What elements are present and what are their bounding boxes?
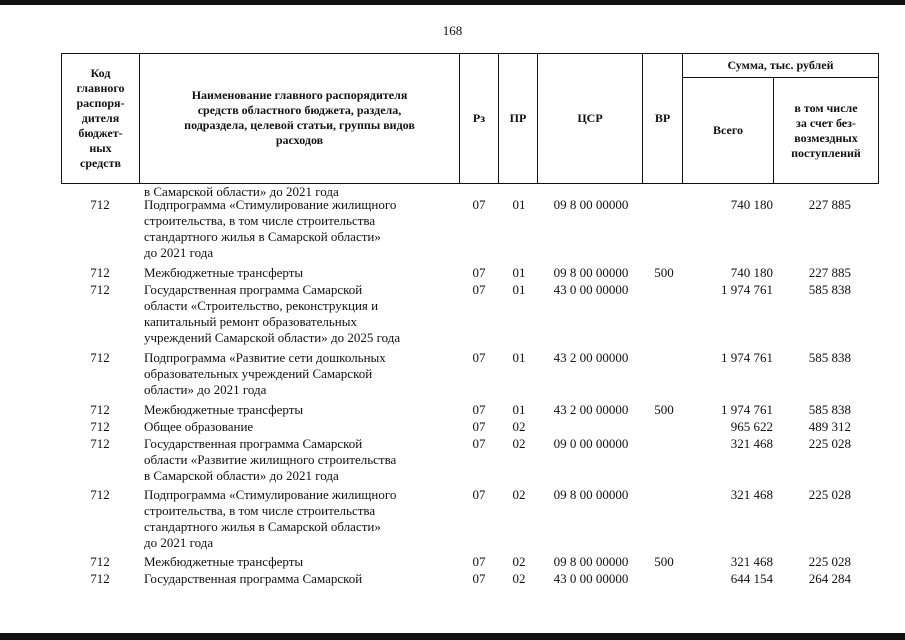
row-name-line: области» до 2021 года [144,382,267,397]
header-rz: Рз [472,110,486,125]
bottom-border [0,633,905,640]
row-name [144,350,444,398]
row-rz: 07 [472,402,486,417]
row-csr: 09 8 00 00000 [553,197,629,212]
row-pr: 02 [512,487,526,502]
row-free: 585 838 [808,350,851,365]
row-rz: 07 [472,419,486,434]
col-line-8 [878,53,879,184]
row-total: 1 974 761 [721,282,773,297]
row-name-line: Межбюджетные трансферты [144,402,304,417]
row-csr: 09 8 00 00000 [553,554,629,569]
row-free: 264 284 [808,571,851,586]
row-code: 712 [90,282,110,297]
row-free: 227 885 [808,197,851,212]
header-name: Наименование главного распорядителя средств областного бюджета, раздела, подраздела, целевой статьи, группы видов расходов [184,88,415,147]
row-rz: 07 [472,571,486,586]
row-vr: 500 [654,554,674,569]
row-code: 712 [90,487,110,502]
row-rz: 07 [472,436,486,451]
top-border [0,0,905,5]
row-free: 489 312 [808,419,851,434]
row-name-line: Государственная программа Самарской [144,436,363,451]
row-name [144,419,444,435]
header-csr: ЦСР [577,110,603,125]
row-code: 712 [90,402,110,417]
row-name-line: в Самарской области» до 2021 года [144,184,339,199]
row-csr: 09 8 00 00000 [553,487,629,502]
row-name [144,571,444,587]
row-name-line: образовательных учреждений Самарской [144,366,373,381]
header-total: Всего [713,123,743,137]
row-rz: 07 [472,197,486,212]
row-free: 585 838 [808,282,851,297]
row-code: 712 [90,571,110,586]
row-csr: 43 2 00 00000 [553,350,629,365]
row-name-line: Подпрограмма «Стимулирование жилищного [144,197,397,212]
header-sum: Сумма, тыс. рублей [727,57,834,72]
row-name [144,197,444,261]
row-pr: 01 [512,402,526,417]
row-code: 712 [90,554,110,569]
row-free: 225 028 [808,487,851,502]
row-pr: 02 [512,554,526,569]
row-name-line: стандартного жилья в Самарской области» [144,519,381,534]
row-name [144,282,444,346]
row-pr: 02 [512,571,526,586]
row-code: 712 [90,350,110,365]
row-name-line: до 2021 года [144,535,214,550]
row-name-line: Государственная программа Самарской [144,282,363,297]
row-rz: 07 [472,350,486,365]
row-total: 740 180 [730,197,773,212]
row-rz: 07 [472,554,486,569]
row-code: 712 [90,197,110,212]
row-csr: 43 2 00 00000 [553,402,629,417]
row-rz: 07 [472,282,486,297]
row-code: 712 [90,265,110,280]
row-free: 225 028 [808,436,851,451]
row-csr: 09 8 00 00000 [553,265,629,280]
row-pr: 01 [512,265,526,280]
row-total: 321 468 [730,554,773,569]
row-code: 712 [90,436,110,451]
row-name-line: Подпрограмма «Стимулирование жилищного [144,487,397,502]
row-total: 321 468 [730,487,773,502]
row-name-line: строительства, в том числе строительства [144,503,376,518]
row-vr: 500 [654,265,674,280]
header-free: в том числе за счет без- возмездных поступлений [791,100,861,160]
row-free: 585 838 [808,402,851,417]
row-rz: 07 [472,265,486,280]
header-vr: ВР [654,110,671,125]
row-total: 740 180 [730,265,773,280]
row-pr: 02 [512,436,526,451]
row-csr: 43 0 00 00000 [553,571,629,586]
row-name [144,436,444,484]
row-total: 1 974 761 [721,350,773,365]
row-name-line: области «Строительство, реконструкция и [144,298,379,313]
row-pr: 01 [512,282,526,297]
row-rz: 07 [472,487,486,502]
row-name-line: области «Развитие жилищного строительства [144,452,397,467]
row-vr: 500 [654,402,674,417]
row-total: 321 468 [730,436,773,451]
row-name [144,487,444,551]
row-name-line: стандартного жилья в Самарской области» [144,229,381,244]
row-free: 225 028 [808,554,851,569]
row-name-line: до 2021 года [144,245,214,260]
row-total: 965 622 [730,419,773,434]
row-name-line: в Самарской области» до 2021 года [144,468,339,483]
row-csr: 09 0 00 00000 [553,436,629,451]
row-name-line: строительства, в том числе строительства [144,213,376,228]
row-name-line: учреждений Самарской области» до 2025 года [144,330,401,345]
header-pr: ПР [509,110,527,125]
row-name-line: Подпрограмма «Развитие сети дошкольных [144,350,386,365]
row-name-line: капитальный ремонт образовательных [144,314,357,329]
row-name [144,554,444,570]
row-pr: 01 [512,350,526,365]
table-header [61,53,879,184]
row-name [144,265,444,281]
row-pr: 01 [512,197,526,212]
row-total: 644 154 [730,571,773,586]
row-name-line: Межбюджетные трансферты [144,554,304,569]
header-code: Код главного распоря- дителя бюджет- ных средств [76,65,125,170]
row-name [144,402,444,418]
row-code: 712 [90,419,110,434]
row-pr: 02 [512,419,526,434]
row-name-line: Общее образование [144,419,254,434]
row-name-line: Государственная программа Самарской [144,571,363,586]
row-total: 1 974 761 [721,402,773,417]
row-csr: 43 0 00 00000 [553,282,629,297]
page-number: 168 [442,23,463,38]
row-free: 227 885 [808,265,851,280]
row-name-line: Межбюджетные трансферты [144,265,304,280]
